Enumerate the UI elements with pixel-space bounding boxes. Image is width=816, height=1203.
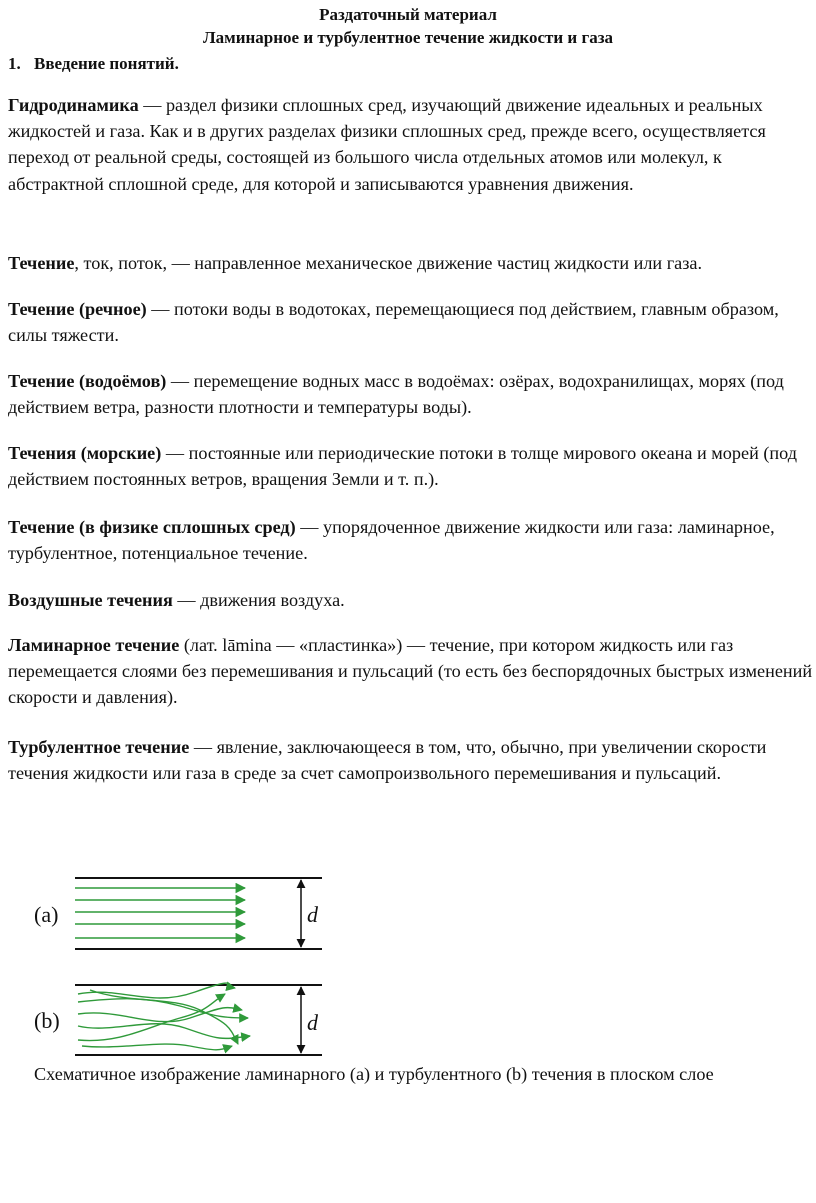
definition-term: Воздушные течения (8, 590, 173, 610)
definition-text: — перемещение водных масс в водоёмах: озёрах, водохранилищах, морях (под действием ветра, разности плотности и температуры воды). (8, 371, 784, 418)
definition-sea-currents (8, 440, 816, 492)
panel-label-b: (b) (34, 1008, 60, 1033)
definition-continuum-flow (8, 514, 816, 566)
definition-river-flow (8, 296, 816, 348)
turbulent-streamline (82, 1044, 232, 1050)
flow-diagram (20, 868, 360, 1060)
definition-hydrodynamics (8, 92, 816, 197)
definition-text: , ток, поток, — направленное механическое движение частиц жидкости или газа. (74, 253, 703, 273)
laminar-panel (34, 878, 322, 949)
figure-caption: Схематичное изображение ламинарного (a) и турбулентного (b) течения в плоском слое (34, 1064, 714, 1084)
section-number: 1. (8, 54, 21, 73)
definition-text: (лат. lāmina — «пластинка») — течение, при котором жидкость или газ перемещается слоями без перемешивания и пульсаций (то есть без беспорядочных быстрых изменений скорости и давления). (8, 635, 813, 708)
definition-text: — движения воздуха. (172, 590, 345, 610)
definition-term: Турбулентное течение (8, 737, 190, 757)
turbulent-streamline (78, 1024, 250, 1039)
definition-text: — явление, заключающееся в том, что, обычно, при увеличении скорости течения жидкости или газа в среде за счет самопроизвольного перемешивания и пульсаций. (8, 737, 767, 784)
definition-text: — постоянные или периодические потоки в толще мирового океана и морей (под действием постоянных ветров, вращения Земли и т. п.). (8, 443, 797, 490)
definition-term: Течение (речное) (8, 299, 147, 319)
definition-term: Ламинарное течение (8, 635, 180, 655)
definition-term: Течение (в физике сплошных сред) (8, 517, 296, 537)
definition-term: Течение (водоёмов) (8, 371, 167, 391)
definition-term: Течение (8, 253, 75, 273)
section-title: Введение понятий. (34, 54, 179, 73)
definition-air-currents (8, 587, 816, 613)
definition-reservoir-flow (8, 368, 816, 420)
definition-flow (8, 250, 816, 276)
definition-text: — потоки воды в водотоках, перемещающиеся под действием, главным образом, силы тяжести. (8, 299, 779, 346)
section-heading (8, 54, 179, 74)
definition-text: — раздел физики сплошных сред, изучающий движение идеальных и реальных жидкостей и газа. Как и в других разделах физики сплошных сред, прежде всего, осуществляется переход от реальной среды, состоящей из большого числа отдельных атомов или молекул, к абстрактной сплошной среде, для которой и записываются уравнения движения. (8, 95, 766, 194)
definition-laminar-flow (8, 632, 816, 711)
dimension-label-a: d (307, 902, 318, 927)
definition-term: Гидродинамика (8, 95, 139, 115)
panel-label-a: (a) (34, 902, 59, 927)
document-subtitle: Ламинарное и турбулентное течение жидкости и газа (202, 28, 614, 47)
turbulent-panel (34, 983, 322, 1055)
document-title: Раздаточный материал (319, 5, 497, 24)
definition-text: — упорядоченное движение жидкости или газа: ламинарное, турбулентное, потенциальное течение. (8, 517, 775, 564)
definition-term: Течения (морские) (8, 443, 162, 463)
definition-turbulent-flow (8, 734, 816, 786)
dimension-label-b: d (307, 1010, 318, 1035)
